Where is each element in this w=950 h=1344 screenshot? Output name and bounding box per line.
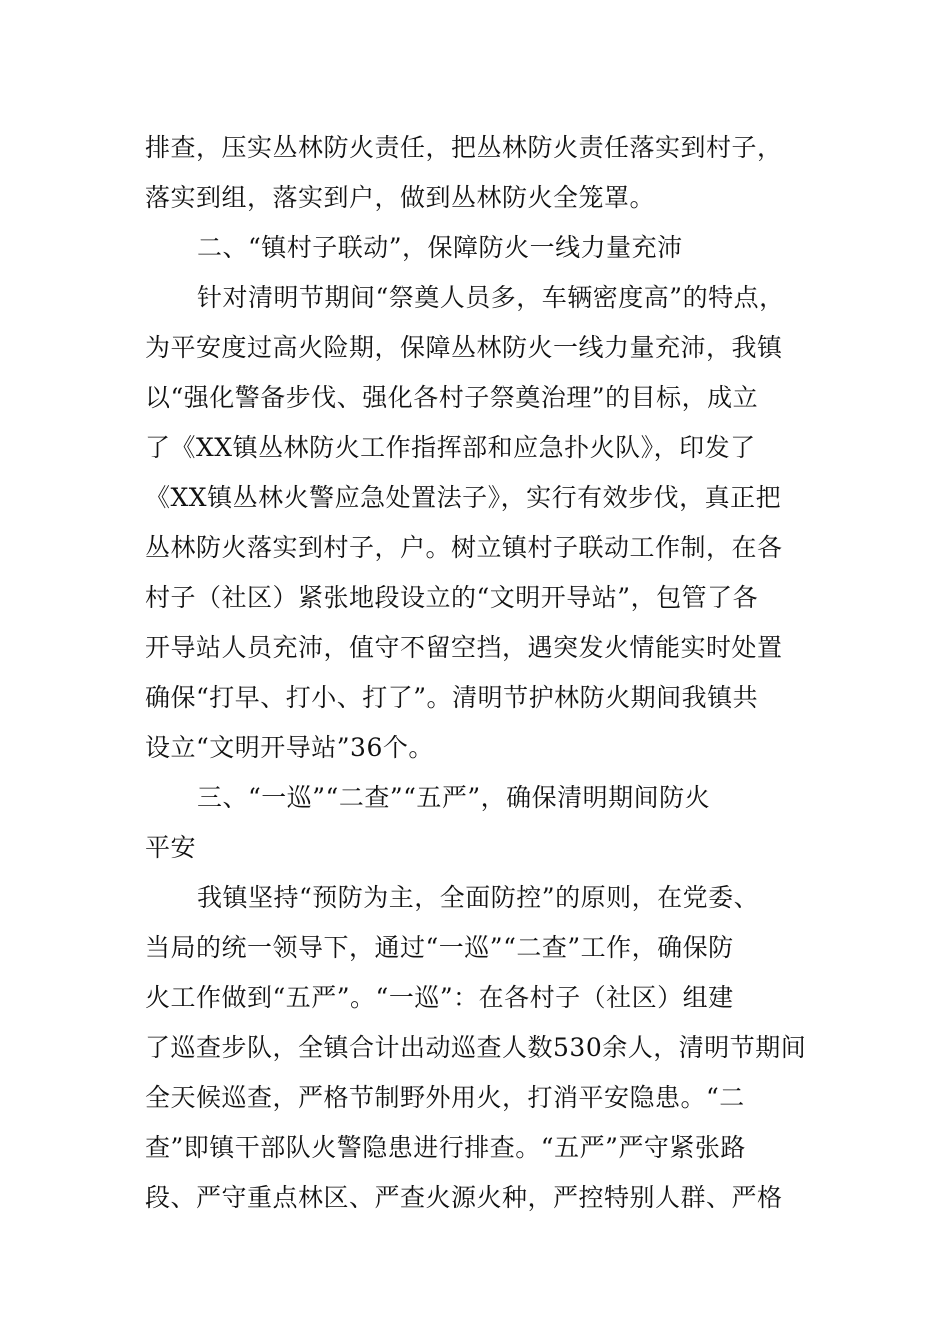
text-line: 当局的统一领导下，通过“一巡”“二查”工作，确保防 bbox=[145, 933, 734, 962]
text-line: 村子（社区）紧张地段设立的“文明开导站”，包管了各 bbox=[145, 583, 759, 612]
text-line: 开导站人员充沛，值守不留空挡，遇突发火情能实时处置 bbox=[145, 633, 783, 662]
text-line: 排查，压实丛林防火责任，把丛林防火责任落实到村子， bbox=[145, 133, 783, 162]
text-line: 针对清明节期间“祭奠人员多，车辆密度高”的特点， bbox=[197, 283, 785, 312]
section-heading: 三、“一巡”“二查”“五严”，确保清明期间防火 bbox=[197, 783, 711, 812]
text-line: 全天候巡查，严格节制野外用火，打消平安隐患。“二 bbox=[145, 1083, 745, 1112]
text-line: 以“强化警备步伐、强化各村子祭奠治理”的目标，成立 bbox=[145, 383, 759, 412]
text-line: 查”即镇干部队火警隐患进行排查。“五严”严守紧张路 bbox=[145, 1133, 746, 1162]
section-heading: 二、“镇村子联动”，保障防火一线力量充沛 bbox=[197, 233, 683, 262]
text-line: 火工作做到“五严”。“一巡”：在各村子（社区）组建 bbox=[145, 983, 734, 1012]
text-line: 丛林防火落实到村子，户。树立镇村子联动工作制，在各 bbox=[145, 533, 783, 562]
text-line: 落实到组，落实到户，做到丛林防火全笼罩。 bbox=[145, 183, 656, 212]
text-line: 设立“文明开导站”36个。 bbox=[145, 733, 434, 762]
text-line: 我镇坚持“预防为主，全面防控”的原则，在党委、 bbox=[197, 883, 760, 912]
text-line: 为平安度过高火险期，保障丛林防火一线力量充沛，我镇 bbox=[145, 333, 783, 362]
text-line: 《XX镇丛林火警应急处置法子》，实行有效步伐，真正把 bbox=[145, 483, 782, 512]
text-line: 了《XX镇丛林防火工作指挥部和应急扑火队》，印发了 bbox=[145, 433, 756, 462]
text-line: 段、严守重点林区、严查火源火种，严控特别人群、严格 bbox=[145, 1183, 783, 1212]
text-line: 确保“打早、打小、打了”。清明节护林防火期间我镇共 bbox=[145, 683, 759, 712]
text-line: 了巡查步队，全镇合计出动巡查人数530余人，清明节期间 bbox=[145, 1033, 807, 1062]
section-heading-continued: 平安 bbox=[145, 833, 197, 862]
